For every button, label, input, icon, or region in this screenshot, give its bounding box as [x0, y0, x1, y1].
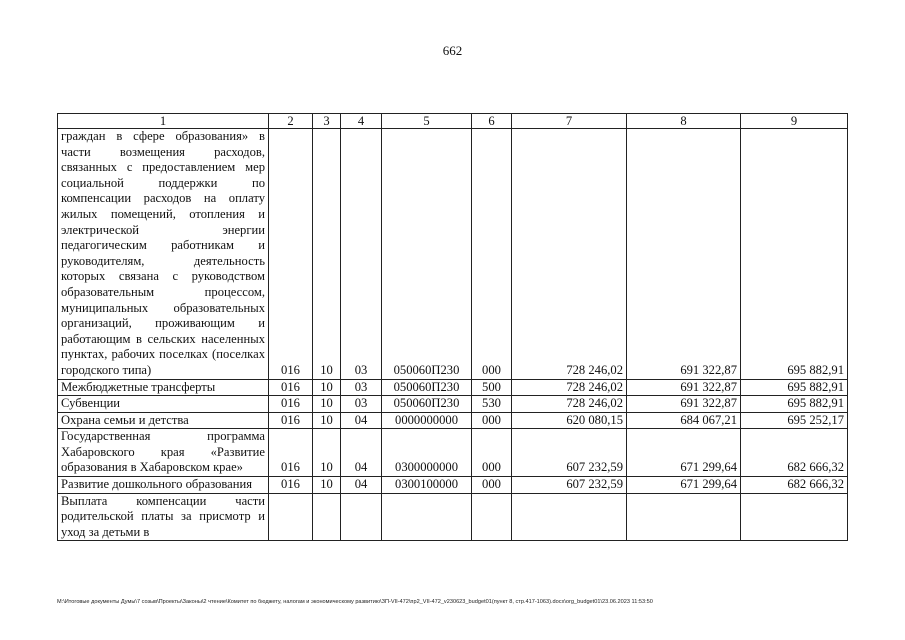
amount-col9-cell: 695 882,91: [741, 396, 848, 413]
amount-col8-cell: 691 322,87: [627, 379, 741, 396]
amount-col9-cell: 682 666,32: [741, 429, 848, 477]
row-name-cell: Развитие дошкольного образования: [58, 477, 269, 494]
subsection-code-cell: 04: [341, 429, 382, 477]
row-name-cell: Выплата компенсации части родительской платы за присмотр и уход за детьми в: [58, 493, 269, 541]
grbs-code-cell: 016: [269, 129, 313, 380]
amount-col8-cell: [627, 493, 741, 541]
grbs-code-cell: 016: [269, 379, 313, 396]
subsection-code-cell: 03: [341, 129, 382, 380]
subsection-code-cell: 03: [341, 379, 382, 396]
target-article-cell: 0300000000: [382, 429, 472, 477]
expense-type-cell: 000: [472, 477, 512, 494]
expense-type-cell: 000: [472, 429, 512, 477]
amount-col7-cell: 620 080,15: [512, 412, 627, 429]
section-code-cell: 10: [313, 396, 341, 413]
column-header: 7: [512, 114, 627, 129]
amount-col7-cell: 607 232,59: [512, 429, 627, 477]
amount-col8-cell: 691 322,87: [627, 129, 741, 380]
expense-type-cell: [472, 493, 512, 541]
section-code-cell: 10: [313, 477, 341, 494]
column-header: 5: [382, 114, 472, 129]
grbs-code-cell: 016: [269, 412, 313, 429]
section-code-cell: [313, 493, 341, 541]
amount-col8-cell: 684 067,21: [627, 412, 741, 429]
section-code-cell: 10: [313, 379, 341, 396]
amount-col9-cell: 682 666,32: [741, 477, 848, 494]
page-number: 662: [442, 43, 463, 58]
expense-type-cell: 500: [472, 379, 512, 396]
expense-type-cell: 530: [472, 396, 512, 413]
column-header: 6: [472, 114, 512, 129]
amount-col9-cell: 695 252,17: [741, 412, 848, 429]
table-row: [58, 493, 848, 541]
amount-col7-cell: 728 246,02: [512, 129, 627, 380]
target-article-cell: 0300100000: [382, 477, 472, 494]
target-article-cell: 0000000000: [382, 412, 472, 429]
amount-col9-cell: [741, 493, 848, 541]
table-row: [58, 396, 848, 413]
column-header: 1: [58, 114, 269, 129]
row-name-cell: Субвенции: [58, 396, 269, 413]
amount-col9-cell: 695 882,91: [741, 379, 848, 396]
table-row: [58, 129, 848, 380]
table-row: [58, 477, 848, 494]
subsection-code-cell: [341, 493, 382, 541]
budget-table: [57, 113, 848, 541]
grbs-code-cell: [269, 493, 313, 541]
column-header: 3: [313, 114, 341, 129]
amount-col7-cell: 607 232,59: [512, 477, 627, 494]
column-header: 8: [627, 114, 741, 129]
column-header: 9: [741, 114, 848, 129]
subsection-code-cell: 04: [341, 477, 382, 494]
section-code-cell: 10: [313, 412, 341, 429]
section-code-cell: 10: [313, 429, 341, 477]
grbs-code-cell: 016: [269, 477, 313, 494]
row-name-cell: граждан в сфере образования» в части возмещения расходов, связанных с предоставлением мер социальной поддержки по компенсации расходов на оплату жилых помещений, отопления и электрической энергии педагогическим работникам и руководителям, деятельность которых связана с руководством образовательным процессом, муниципальных образовательных организаций, проживающим и работающим в сельских населенных пунктах, рабочих поселках (поселках городского типа): [58, 129, 269, 380]
amount-col8-cell: 671 299,64: [627, 429, 741, 477]
section-code-cell: 10: [313, 129, 341, 380]
row-name-cell: Охрана семьи и детства: [58, 412, 269, 429]
table-row: [58, 379, 848, 396]
expense-type-cell: 000: [472, 412, 512, 429]
table-header-row: [58, 114, 848, 129]
amount-col9-cell: 695 882,91: [741, 129, 848, 380]
grbs-code-cell: 016: [269, 429, 313, 477]
target-article-cell: 050060П230: [382, 379, 472, 396]
row-name-cell: Государственная программа Хабаровского края «Развитие образования в Хабаровском крае»: [58, 429, 269, 477]
amount-col7-cell: 728 246,02: [512, 379, 627, 396]
column-header: 2: [269, 114, 313, 129]
table-row: [58, 412, 848, 429]
amount-col8-cell: 691 322,87: [627, 396, 741, 413]
target-article-cell: 050060П230: [382, 396, 472, 413]
table-row: [58, 429, 848, 477]
expense-type-cell: 000: [472, 129, 512, 380]
subsection-code-cell: 03: [341, 396, 382, 413]
amount-col7-cell: 728 246,02: [512, 396, 627, 413]
amount-col7-cell: [512, 493, 627, 541]
row-name-cell: Межбюджетные трансферты: [58, 379, 269, 396]
document-file-path-footer: М:\Итоговые документы Думы\7 созыв\Проекты\Законы\2 чтение\Комитет по бюджету, налогам и экономическому развитию\ЗП-VII-472\пр2_VII-472_v230623_budget01(пункт 8, стр.417-1063).docx\org_budget01\23.06.2023 11:53:50: [57, 599, 653, 605]
amount-col8-cell: 671 299,64: [627, 477, 741, 494]
column-header: 4: [341, 114, 382, 129]
subsection-code-cell: 04: [341, 412, 382, 429]
target-article-cell: 050060П230: [382, 129, 472, 380]
target-article-cell: [382, 493, 472, 541]
grbs-code-cell: 016: [269, 396, 313, 413]
